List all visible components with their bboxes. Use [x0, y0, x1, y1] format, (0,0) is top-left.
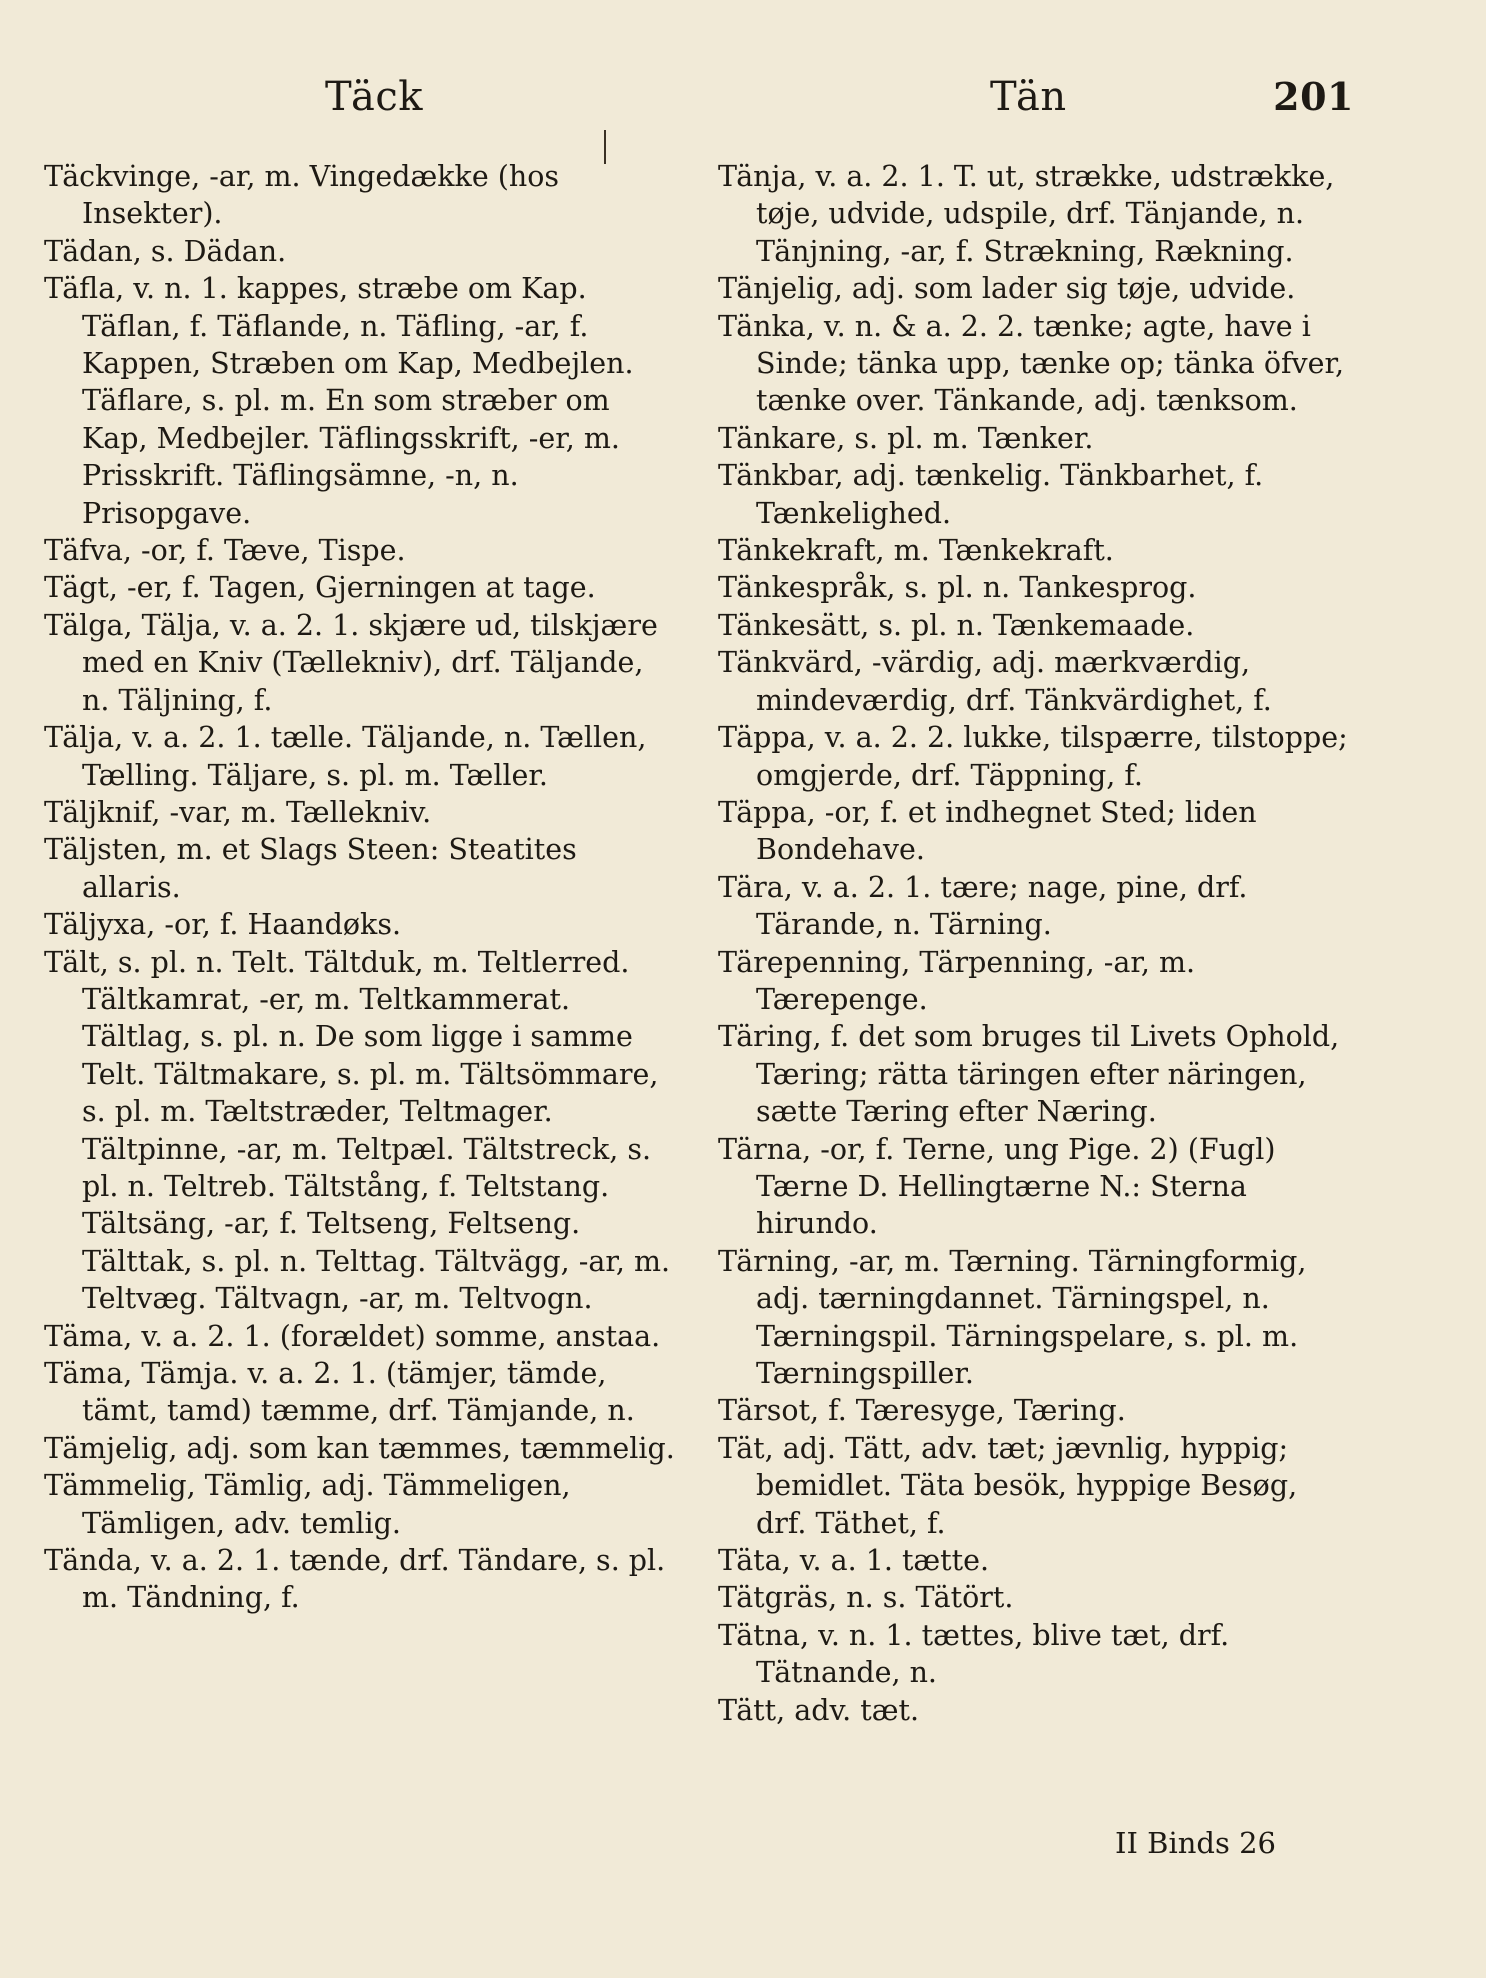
dictionary-entry: Tänja, v. a. 2. 1. T. ut, strække, udstrække, tøje, udvide, udspile, drf. Tänjande, n. Tänjning, -ar, f. Strækning, Rækning. [718, 160, 1335, 268]
right-column [718, 158, 1354, 1729]
dictionary-entry: Täta, v. a. 1. tætte. [718, 1544, 990, 1578]
dictionary-entry: Täljsten, m. et Slags Steen: Steatites allaris. [44, 833, 577, 904]
dictionary-entry: Tält, s. pl. n. Telt. Tältduk, m. Teltlerred. Tältkamrat, -er, m. Teltkammerat. Tältlag, s. pl. n. De som ligge i samme Telt. Tältmakare, s. pl. m. Tältsömmare, s. pl. m. Tæltstræder, Teltmager. Tältpinne, -ar, m. Teltpæl. Tältstreck, s. pl. n. Teltreb. Tältstång, f. Teltstang. Tältsäng, -ar, f. Teltseng, Feltseng. Tälttak, s. pl. n. Telttag. Tältvägg, -ar, m. Teltvæg. Tältvagn, -ar, m. Teltvogn. [44, 945, 671, 1316]
dictionary-entry: Tära, v. a. 2. 1. tære; nage, pine, drf. Tärande, n. Tärning. [718, 870, 1248, 942]
dictionary-entry: Tälga, Tälja, v. a. 2. 1. skjære ud, tilskjære med en Kniv (Tællekniv), drf. Täljande, n. Täljning, f. [44, 608, 658, 717]
left-column [44, 158, 678, 1617]
dictionary-entry: Täljknif, -var, m. Tællekniv. [44, 795, 432, 829]
dictionary-entry: Täckvinge, -ar, m. Vingedække (hos Insekter). [44, 160, 560, 231]
dictionary-entry: Täppa, v. a. 2. 2. lukke, tilspærre, tilstoppe; omgjerde, drf. Täppning, f. [718, 721, 1348, 792]
dictionary-entry: Tärsot, f. Tæresyge, Tæring. [718, 1394, 1126, 1428]
dictionary-entry: Tärning, -ar, m. Tærning. Tärningformig, adj. tærningdannet. Tärningspel, n. Tærningspil. Tärningspelare, s. pl. m. Tærningspiller. [718, 1244, 1307, 1390]
dictionary-entry: Tänkare, s. pl. m. Tænker. [718, 421, 1094, 455]
dictionary-entry: Tänka, v. n. & a. 2. 2. tænke; agte, have i Sinde; tänka upp, tænke op; tänka öfver, tænke over. Tänkande, adj. tænksom. [718, 309, 1345, 418]
dictionary-entry: Tärna, -or, f. Terne, ung Pige. 2) (Fugl) Tærne D. Hellingtærne N.: Sterna hirundo. [718, 1132, 1276, 1241]
dictionary-entry: Täfva, -or, f. Tæve, Tispe. [44, 534, 406, 568]
dictionary-entry: Täfla, v. n. 1. kappes, stræbe om Kap. Täflan, f. Täflande, n. Täfling, -ar, f. Kappen, Stræben om Kap, Medbejlen. Täflare, s. pl. m. En som stræber om Kap, Medbejler. Täflingsskrift, -er, m. Prisskrift. Täflingsämne, -n, n. Prisopgave. [44, 272, 634, 530]
dictionary-entry: Tämmelig, Tämlig, adj. Tämmeligen, Tämligen, adv. temlig. [44, 1469, 571, 1540]
dictionary-entry: Tätna, v. n. 1. tættes, blive tæt, drf. Tätnande, n. [718, 1618, 1230, 1690]
dictionary-entry: Tänkvärd, -värdig, adj. mærkværdig, mindeværdig, drf. Tänkvärdighet, f. [718, 646, 1272, 717]
dictionary-entry: Täppa, -or, f. et indhegnet Sted; liden Bondehave. [718, 795, 1257, 867]
dictionary-entry: Täljyxa, -or, f. Haandøks. [44, 908, 402, 942]
dictionary-entry: Tänkesätt, s. pl. n. Tænkemaade. [718, 608, 1195, 642]
signature-mark: II Binds 26 [1115, 1826, 1276, 1860]
running-head-left: Täck [325, 74, 424, 120]
dictionary-entry: Tänkespråk, s. pl. n. Tankesprog. [718, 571, 1197, 605]
dictionary-entry: Täma, Tämja. v. a. 2. 1. (tämjer, tämde, tämt, tamd) tæmme, drf. Tämjande, n. [44, 1357, 635, 1428]
dictionary-entry: Tätgräs, n. s. Tätört. [718, 1581, 1014, 1615]
dictionary-entry: Täring, f. det som bruges til Livets Ophold, Tæring; rätta täringen efter näringen, sætte Tæring efter Næring. [718, 1020, 1340, 1129]
dictionary-entry: Tät, adj. Tätt, adv. tæt; jævnlig, hyppig; bemidlet. Täta besök, hyppige Besøg, drf. Täthet, f. [718, 1431, 1298, 1540]
page-number: 201 [1273, 74, 1354, 119]
dictionary-entry: Tägt, -er, f. Tagen, Gjerningen at tage. [44, 571, 596, 605]
dictionary-entry: Täma, v. a. 2. 1. (forældet) somme, anstaa. [44, 1319, 661, 1353]
dictionary-entry: Tänkekraft, m. Tænkekraft. [718, 534, 1114, 568]
dictionary-entry: Tända, v. a. 2. 1. tænde, drf. Tändare, s. pl. m. Tändning, f. [44, 1544, 666, 1615]
dictionary-entry: Tätt, adv. tæt. [718, 1693, 920, 1727]
dictionary-entry: Tälja, v. a. 2. 1. tælle. Täljande, n. Tællen, Tælling. Täljare, s. pl. m. Tæller. [44, 721, 647, 792]
dictionary-entry: Tämjelig, adj. som kan tæmmes, tæmmelig. [44, 1431, 675, 1465]
running-head-center: Tän [990, 74, 1067, 120]
dictionary-entry: Tänjelig, adj. som lader sig tøje, udvide. [718, 272, 1296, 306]
dictionary-entry: Tädan, s. Dädan. [44, 234, 287, 268]
dictionary-entry: Tänkbar, adj. tænkelig. Tänkbarhet, f. Tænkelighed. [718, 459, 1264, 530]
dictionary-entry: Tärepenning, Tärpenning, -ar, m. Tærepenge. [718, 945, 1196, 1016]
